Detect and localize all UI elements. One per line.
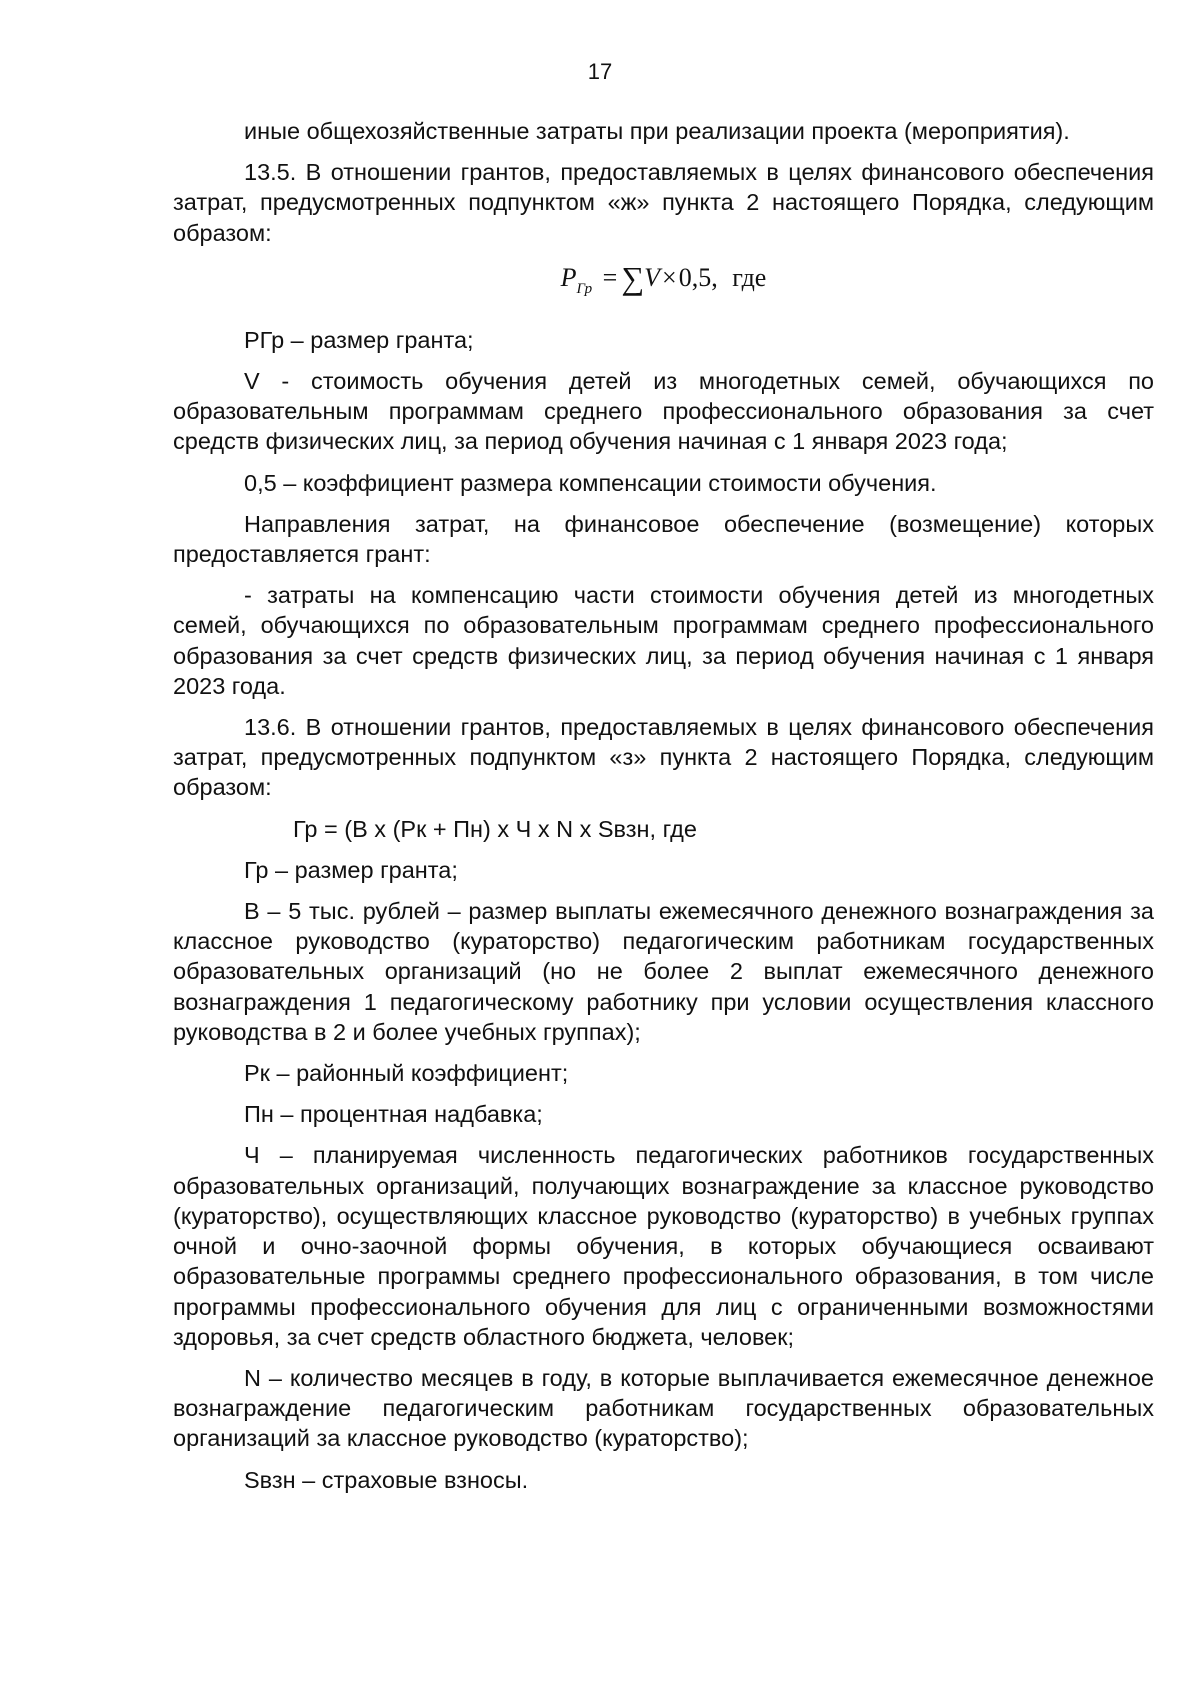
paragraph-13-5: 13.5. В отношении грантов, предоставляемых в целях финансового обеспечения затрат, предусмотренных подпунктом «ж» пункта 2 настоящего Порядка, следующим образом: <box>173 159 1154 246</box>
paragraph-expense-directions: Направления затрат, на финансовое обеспечение (возмещение) которых предоставляется грант: <box>173 510 1154 568</box>
formula1-sum: ∑ <box>621 259 645 296</box>
definition-svzn: Sвзн – страховые взносы. <box>244 1466 529 1493</box>
formula1-equals: = <box>602 262 618 292</box>
paragraph-continuation: иные общехозяйственные затраты при реализации проекта (мероприятия). <box>244 118 1070 144</box>
formula1-coef: 0,5, <box>678 262 718 292</box>
definition-b: В – 5 тыс. рублей – размер выплаты ежемесячного денежного вознаграждения за классное руководство (кураторство) педагогическим работникам государственных образовательных организаций (но не более 2 выплат ежемесячного денежного вознаграждения 1 педагогическому работнику при условии осуществления классного руководства в 2 и более учебных группах); <box>173 898 1154 1045</box>
formula-grant-size-13-6: Гр = (В х (Рк + Пн) х Ч х N х Sвзн, где <box>293 815 697 842</box>
definition-coefficient: 0,5 – коэффициент размера компенсации стоимости обучения. <box>244 469 937 496</box>
formula-grant-size-13-5 <box>173 260 1154 307</box>
paragraph-13-6: 13.6. В отношении грантов, предоставляемых в целях финансового обеспечения затрат, предусмотренных подпунктом «з» пункта 2 настоящего Порядка, следующим образом: <box>173 714 1154 801</box>
definition-gr: Гр – размер гранта; <box>244 856 458 883</box>
formula1-where: где <box>732 262 767 292</box>
definition-rgr: РГр – размер гранта; <box>244 326 474 353</box>
definition-n: N – количество месяцев в году, в которые выплачивается ежемесячное денежное вознаграждение педагогическим работникам государственных образовательных организаций за классное руководство (кураторство); <box>173 1364 1154 1452</box>
formula1-p: P <box>560 262 577 292</box>
formula1-times: × <box>662 262 677 292</box>
definition-v: V - стоимость обучения детей из многодетных семей, обучающихся по образовательным программам среднего профессионального образования за счет средств физических лиц, за период обучения начиная с 1 января 2023 года; <box>173 368 1154 455</box>
definition-ch: Ч – планируемая численность педагогических работников государственных образовательных организаций, получающих вознаграждение за классное руководство (кураторство), осуществляющих классное руководство (кураторство) в учебных группах очной и очно-заочной формы обучения, в которых обучающиеся осваивают образовательные программы среднего профессионального образования, в том числе программы профессионального обучения для лиц с ограниченными возможностями здоровья, за счет средств областного бюджета, человек; <box>173 1142 1154 1350</box>
definition-pn: Пн – процентная надбавка; <box>244 1101 543 1128</box>
document-body <box>173 116 1154 1506</box>
page-number: 17 <box>587 59 613 84</box>
formula1-subscript: Гр <box>576 280 593 297</box>
list-item-expense: - затраты на компенсацию части стоимости обучения детей из многодетных семей, обучающихся по образовательным программам среднего профессионального образования за счет средств физических лиц, за период обучения начиная с 1 января 2023 года. <box>173 582 1154 699</box>
formula1-v: V <box>644 262 661 292</box>
definition-rk: Рк – районный коэффициент; <box>244 1060 569 1087</box>
